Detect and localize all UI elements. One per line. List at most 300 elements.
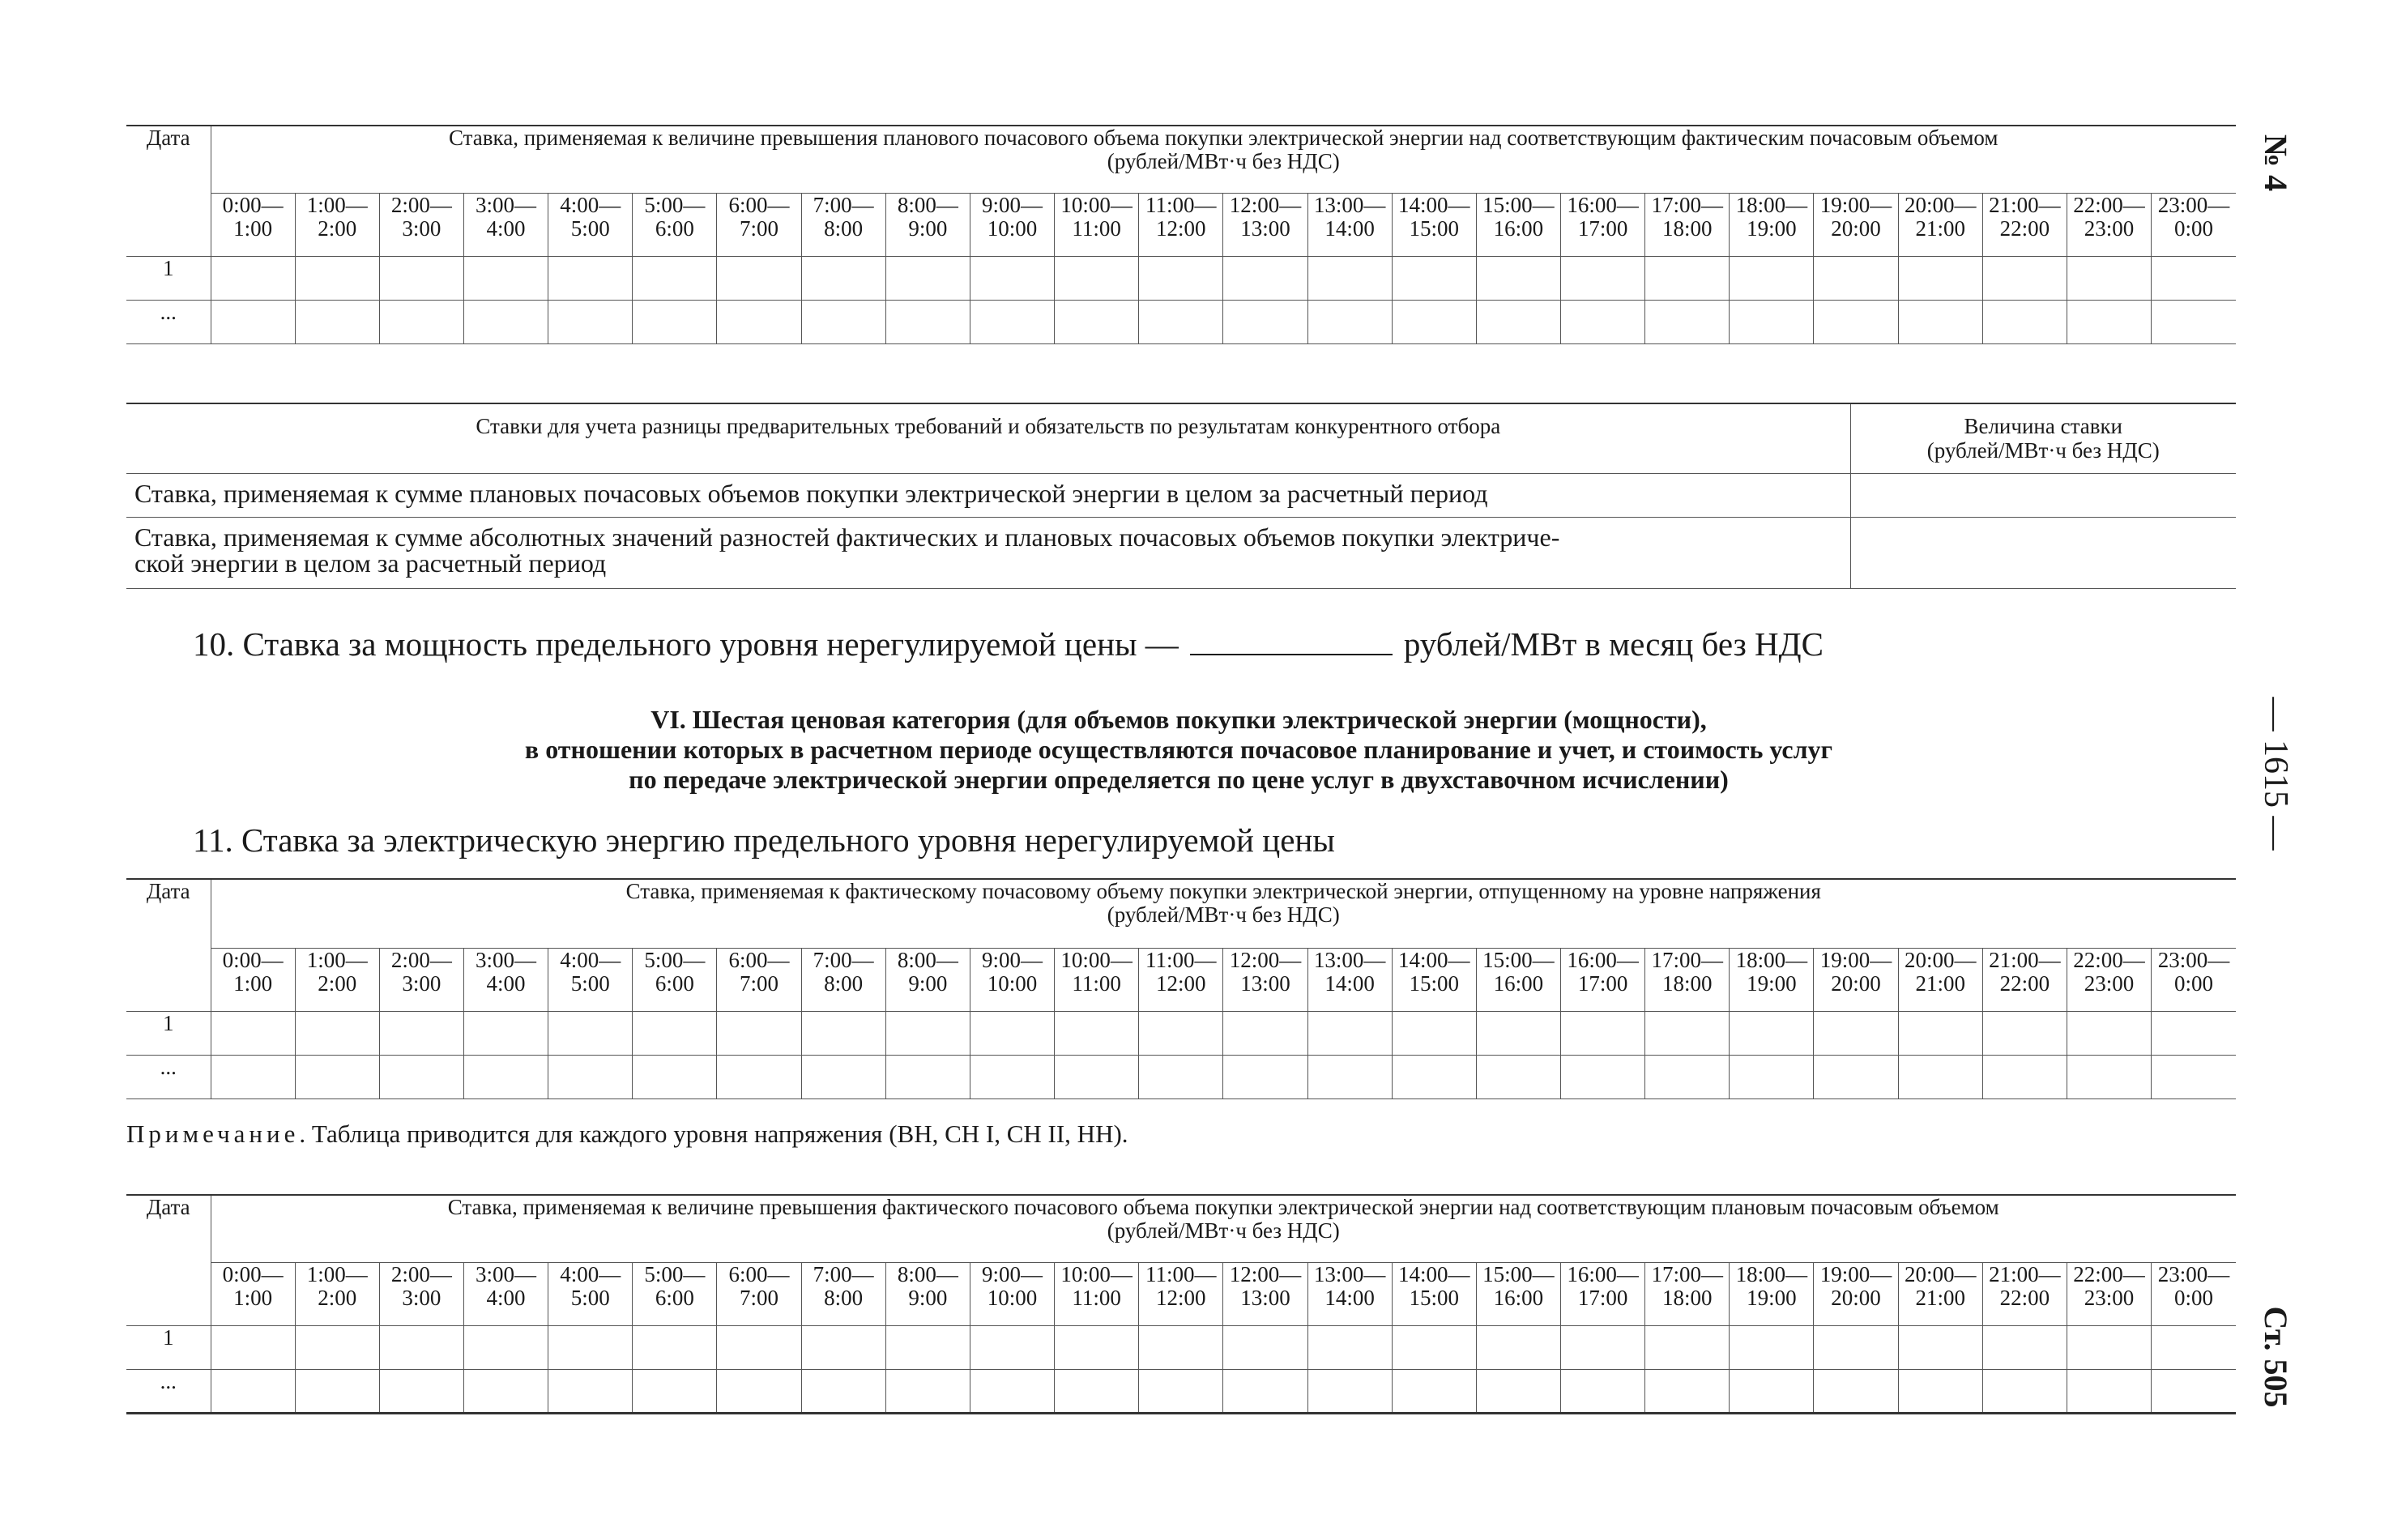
hour-start: 19:00— — [1819, 1262, 1892, 1286]
hour-header — [1561, 194, 1645, 257]
rate-cell — [1982, 1326, 2067, 1370]
rate-cell — [801, 1056, 885, 1099]
hour-end: 23:00 — [2084, 971, 2135, 996]
hour-start: 0:00— — [222, 1262, 284, 1286]
rate-cell — [1814, 1056, 1898, 1099]
hour-header — [1476, 194, 1560, 257]
hour-end: 19:00 — [1747, 1286, 1797, 1310]
rate-cell — [970, 1056, 1054, 1099]
hour-start: 21:00— — [1989, 1262, 2061, 1286]
hour-header — [1814, 949, 1898, 1012]
hour-header — [211, 1263, 295, 1326]
rate-cell — [801, 301, 885, 344]
item-10-unit: рублей/МВт в месяц без НДС — [1403, 625, 1824, 663]
rate-header — [211, 126, 2236, 194]
hour-header — [717, 194, 801, 257]
rate-cell — [1645, 1370, 1730, 1414]
hour-start: 3:00— — [476, 948, 537, 972]
rate-cell — [801, 257, 885, 301]
rate-cell — [211, 257, 295, 301]
hour-end: 18:00 — [1661, 1286, 1713, 1310]
hour-end: 15:00 — [1409, 216, 1460, 241]
table-row — [126, 257, 2236, 301]
rate-cell — [2152, 257, 2236, 301]
hour-header — [548, 1263, 633, 1326]
rate-cell — [885, 301, 970, 344]
rate-cell — [970, 301, 1054, 344]
hour-header — [801, 1263, 885, 1326]
hour-end: 17:00 — [1577, 1286, 1628, 1310]
table-row — [126, 1370, 2236, 1414]
hour-header — [211, 949, 295, 1012]
hour-start: 6:00— — [728, 1262, 790, 1286]
rate-cell — [1730, 301, 1814, 344]
hour-start: 11:00— — [1145, 1262, 1217, 1286]
hour-start: 20:00— — [1904, 1262, 1977, 1286]
hour-header — [2152, 949, 2236, 1012]
rate-cell — [1898, 1326, 1982, 1370]
hour-start: 22:00— — [2073, 193, 2145, 217]
hour-start: 22:00— — [2073, 1262, 2145, 1286]
hour-header — [2152, 194, 2236, 257]
hour-header — [1814, 194, 1898, 257]
rate-cell — [1645, 301, 1730, 344]
hour-header — [2067, 949, 2151, 1012]
rate-cell — [1730, 1370, 1814, 1414]
article-number: Ст. 505 — [2258, 1306, 2294, 1408]
hour-header — [1223, 1263, 1307, 1326]
rate-cell — [970, 1326, 1054, 1370]
hour-end: 7:00 — [740, 1286, 779, 1310]
hour-start: 2:00— — [390, 948, 452, 972]
hour-start: 11:00— — [1145, 948, 1217, 972]
hour-start: 21:00— — [1989, 948, 2061, 972]
competitive-rates-table — [126, 403, 2236, 589]
hour-start: 12:00— — [1229, 1262, 1302, 1286]
rate-header-line2: (рублей/МВт·ч без НДС) — [1107, 149, 1340, 173]
hour-end: 1:00 — [233, 1286, 273, 1310]
hour-end: 21:00 — [1915, 216, 1965, 241]
rate-cell — [1139, 1056, 1223, 1099]
hour-start: 20:00— — [1904, 193, 1977, 217]
hour-start: 5:00— — [644, 193, 706, 217]
rate-cell — [2067, 257, 2151, 301]
hour-start: 5:00— — [644, 948, 706, 972]
hour-header — [2067, 194, 2151, 257]
rate-cell — [548, 301, 633, 344]
rate-row-absolute — [126, 517, 1850, 588]
hour-start: 18:00— — [1735, 1262, 1808, 1286]
hour-end: 11:00 — [1072, 216, 1121, 241]
hour-header — [1307, 1263, 1392, 1326]
hour-header — [1392, 949, 1476, 1012]
row-number: 1 — [126, 257, 211, 301]
hour-header — [295, 194, 379, 257]
hour-header — [717, 949, 801, 1012]
hour-header — [1645, 194, 1730, 257]
hour-end: 19:00 — [1747, 971, 1797, 996]
rate-cell — [295, 1326, 379, 1370]
rate-cell — [1898, 1012, 1982, 1056]
hour-end: 9:00 — [908, 971, 948, 996]
rate-cell — [1476, 301, 1560, 344]
hour-end: 5:00 — [570, 216, 610, 241]
rate-cell — [801, 1012, 885, 1056]
section-6-line2: в отношении которых в расчетном периоде осуществляются почасовое планирование и учет, и стоимость услуг — [524, 735, 1833, 764]
rates-header: Ставки для учета разницы предварительных требований и обязательств по результатам конкурентного отбора — [126, 403, 1850, 473]
hour-end: 20:00 — [1831, 216, 1881, 241]
hour-header — [379, 949, 463, 1012]
rate-cell — [970, 1012, 1054, 1056]
hour-header — [1307, 949, 1392, 1012]
rate-cell — [1982, 1056, 2067, 1099]
hour-header — [970, 949, 1054, 1012]
hour-end: 16:00 — [1493, 1286, 1544, 1310]
hour-start: 12:00— — [1229, 948, 1302, 972]
hour-end: 10:00 — [987, 216, 1038, 241]
hour-end: 9:00 — [908, 216, 948, 241]
hour-end: 10:00 — [987, 971, 1038, 996]
rate-cell — [717, 301, 801, 344]
rate-cell — [211, 1370, 295, 1414]
hour-start: 21:00— — [1989, 193, 2061, 217]
rate-value-header-line2: (рублей/МВт·ч без НДС) — [1926, 438, 2160, 463]
note-label: Примечание — [126, 1120, 300, 1148]
hour-header — [2152, 1263, 2236, 1326]
hour-end: 1:00 — [233, 971, 273, 996]
rate-cell — [1307, 301, 1392, 344]
rate-cell — [548, 1056, 633, 1099]
hour-start: 17:00— — [1651, 1262, 1723, 1286]
rate-cell — [1982, 257, 2067, 301]
hour-header — [1561, 1263, 1645, 1326]
hour-end: 5:00 — [570, 1286, 610, 1310]
hour-header — [1645, 949, 1730, 1012]
rate-cell — [1814, 257, 1898, 301]
rate-cell — [1645, 1012, 1730, 1056]
hour-end: 3:00 — [402, 1286, 441, 1310]
hour-header — [295, 949, 379, 1012]
rate-header-line1: Ставка, применяемая к фактическому почасовому объему покупки электрической энергии, отпущенному на уровне напряжения — [625, 879, 1821, 903]
rate-header-line2: (рублей/МВт·ч без НДС) — [1107, 1218, 1340, 1243]
hour-header — [1982, 1263, 2067, 1326]
hour-start: 14:00— — [1398, 948, 1470, 972]
rate-cell — [2152, 1056, 2236, 1099]
hours-row — [126, 949, 2236, 1012]
rate-cell — [2067, 301, 2151, 344]
hour-end: 13:00 — [1240, 971, 1290, 996]
rate-header-line1: Ставка, применяемая к величине превышения фактического почасового объема покупки электрической энергии над соответствующим плановым почасовым объемом — [447, 1195, 1999, 1219]
rate-cell — [295, 1370, 379, 1414]
date-header: Дата — [126, 879, 211, 1012]
hour-start: 11:00— — [1145, 193, 1217, 217]
rate-cell — [463, 301, 548, 344]
hour-header — [1139, 1263, 1223, 1326]
hour-start: 15:00— — [1482, 948, 1555, 972]
rate-cell — [717, 1056, 801, 1099]
hour-start: 0:00— — [222, 948, 284, 972]
rate-value-cell — [1850, 517, 2236, 588]
hour-start: 3:00— — [476, 193, 537, 217]
hour-end: 22:00 — [1999, 216, 2050, 241]
row-number: ... — [126, 301, 211, 344]
hour-start: 6:00— — [728, 193, 790, 217]
hour-header — [1392, 194, 1476, 257]
rate-cell — [1982, 301, 2067, 344]
hour-start: 6:00— — [728, 948, 790, 972]
hour-start: 8:00— — [897, 193, 958, 217]
hour-start: 2:00— — [390, 193, 452, 217]
rate-header-line1: Ставка, применяемая к величине превышения планового почасового объема покупки электрической энергии над соответствующим фактическим почасовым объемом — [448, 126, 1998, 150]
hour-start: 15:00— — [1482, 1262, 1555, 1286]
rate-cell — [1307, 1056, 1392, 1099]
hour-end: 1:00 — [233, 216, 273, 241]
hour-header — [1645, 1263, 1730, 1326]
hour-start: 16:00— — [1567, 948, 1639, 972]
hour-header — [633, 949, 717, 1012]
hour-end: 7:00 — [740, 971, 779, 996]
hourly-rate-table-1 — [126, 125, 2236, 344]
hour-start: 17:00— — [1651, 193, 1723, 217]
rate-cell — [717, 1326, 801, 1370]
hour-start: 9:00— — [981, 1262, 1043, 1286]
hour-header — [801, 949, 885, 1012]
hour-header — [801, 194, 885, 257]
hour-end: 8:00 — [824, 1286, 864, 1310]
rate-cell — [2067, 1370, 2151, 1414]
page-number: — 1615 — — [2257, 697, 2294, 851]
hourly-rate-table-4 — [126, 1194, 2236, 1414]
rate-cell — [211, 1056, 295, 1099]
hour-end: 6:00 — [655, 971, 694, 996]
hour-header — [1898, 194, 1982, 257]
rate-cell — [211, 1326, 295, 1370]
hours-row — [126, 194, 2236, 257]
hour-end: 2:00 — [318, 971, 357, 996]
hour-start: 8:00— — [897, 948, 958, 972]
rate-cell — [885, 257, 970, 301]
hour-end: 13:00 — [1240, 216, 1290, 241]
rate-cell — [379, 301, 463, 344]
hour-header — [633, 194, 717, 257]
hour-end: 21:00 — [1915, 971, 1965, 996]
rate-cell — [463, 257, 548, 301]
hour-header — [885, 1263, 970, 1326]
rate-cell — [1561, 257, 1645, 301]
hour-end: 20:00 — [1831, 971, 1881, 996]
hour-end: 2:00 — [318, 216, 357, 241]
hour-header — [463, 949, 548, 1012]
rate-row-absolute-line2: ской энергии в целом за расчетный период — [134, 548, 607, 578]
hour-header — [970, 1263, 1054, 1326]
rate-header-line2: (рублей/МВт·ч без НДС) — [1107, 902, 1340, 927]
rate-cell — [1055, 1370, 1139, 1414]
hour-header — [1223, 194, 1307, 257]
rate-cell — [1223, 1012, 1307, 1056]
row-number: ... — [126, 1370, 211, 1414]
hour-header — [1561, 949, 1645, 1012]
hour-header — [2067, 1263, 2151, 1326]
hour-end: 14:00 — [1324, 1286, 1375, 1310]
date-header: Дата — [126, 126, 211, 257]
hour-header — [1814, 1263, 1898, 1326]
hour-end: 2:00 — [318, 1286, 357, 1310]
hour-header — [1898, 949, 1982, 1012]
rate-cell — [2152, 1370, 2236, 1414]
rate-cell — [1223, 1326, 1307, 1370]
hour-end: 6:00 — [655, 216, 694, 241]
hour-start: 13:00— — [1313, 193, 1386, 217]
hour-header — [885, 949, 970, 1012]
rate-cell — [633, 301, 717, 344]
hour-start: 0:00— — [222, 193, 284, 217]
rate-cell — [717, 257, 801, 301]
hour-end: 23:00 — [2084, 216, 2135, 241]
hour-end: 0:00 — [2174, 1286, 2214, 1310]
hour-start: 4:00— — [560, 193, 621, 217]
rate-row-planned: Ставка, применяемая к сумме плановых почасовых объемов покупки электрической энергии в целом за расчетный период — [126, 473, 1850, 517]
rate-cell — [1392, 1370, 1476, 1414]
hour-end: 13:00 — [1240, 1286, 1290, 1310]
hour-header — [1982, 194, 2067, 257]
rate-cell — [1982, 1012, 2067, 1056]
hour-end: 22:00 — [1999, 1286, 2050, 1310]
rate-cell — [1898, 301, 1982, 344]
rate-value-header — [1850, 403, 2236, 473]
rate-cell — [1307, 1012, 1392, 1056]
table-row — [126, 301, 2236, 344]
rate-cell — [1814, 301, 1898, 344]
hour-start: 1:00— — [306, 948, 368, 972]
rate-cell — [1730, 1056, 1814, 1099]
hour-start: 10:00— — [1060, 193, 1133, 217]
hour-start: 23:00— — [2157, 948, 2230, 972]
hour-header — [1730, 1263, 1814, 1326]
hour-end: 6:00 — [655, 1286, 694, 1310]
hour-end: 7:00 — [740, 216, 779, 241]
hour-start: 9:00— — [981, 948, 1043, 972]
fill-blank — [1190, 626, 1393, 655]
rate-cell — [633, 1012, 717, 1056]
rate-cell — [1392, 301, 1476, 344]
rate-cell — [1561, 1370, 1645, 1414]
hour-start: 16:00— — [1567, 1262, 1639, 1286]
hour-start: 3:00— — [476, 1262, 537, 1286]
rate-cell — [379, 1370, 463, 1414]
hour-start: 13:00— — [1313, 1262, 1386, 1286]
hour-header — [1055, 949, 1139, 1012]
hour-start: 10:00— — [1060, 1262, 1133, 1286]
rate-cell — [1307, 1370, 1392, 1414]
rate-cell — [379, 257, 463, 301]
rate-cell — [717, 1012, 801, 1056]
hour-header — [295, 1263, 379, 1326]
hour-end: 4:00 — [486, 216, 526, 241]
hour-start: 23:00— — [2157, 1262, 2230, 1286]
hour-end: 14:00 — [1324, 971, 1375, 996]
hour-start: 23:00— — [2157, 193, 2230, 217]
hour-header — [717, 1263, 801, 1326]
hour-start: 7:00— — [813, 948, 874, 972]
rate-cell — [1561, 301, 1645, 344]
rate-cell — [2152, 1326, 2236, 1370]
hour-end: 23:00 — [2084, 1286, 2135, 1310]
hour-end: 22:00 — [1999, 971, 2050, 996]
hour-end: 16:00 — [1493, 216, 1544, 241]
rate-cell — [2067, 1326, 2151, 1370]
hour-end: 3:00 — [402, 216, 441, 241]
rate-cell — [1476, 1056, 1560, 1099]
hour-header — [1982, 949, 2067, 1012]
rate-cell — [1730, 1326, 1814, 1370]
rate-cell — [1645, 1326, 1730, 1370]
hour-end: 3:00 — [402, 971, 441, 996]
hour-start: 1:00— — [306, 193, 368, 217]
rate-cell — [1814, 1370, 1898, 1414]
rate-cell — [548, 257, 633, 301]
hour-header — [1392, 1263, 1476, 1326]
rate-cell — [1055, 257, 1139, 301]
hour-end: 15:00 — [1409, 971, 1460, 996]
hour-start: 7:00— — [813, 193, 874, 217]
hour-start: 16:00— — [1567, 193, 1639, 217]
hour-header — [1730, 949, 1814, 1012]
hour-end: 0:00 — [2174, 216, 2214, 241]
rate-cell — [1730, 1012, 1814, 1056]
rate-cell — [1561, 1012, 1645, 1056]
hour-end: 11:00 — [1072, 971, 1121, 996]
hour-header — [1476, 1263, 1560, 1326]
rate-cell — [463, 1370, 548, 1414]
rate-cell — [801, 1326, 885, 1370]
row-number: 1 — [126, 1012, 211, 1056]
hour-end: 4:00 — [486, 971, 526, 996]
table-row — [126, 1012, 2236, 1056]
hour-header — [548, 949, 633, 1012]
item-10-text: 10. Ставка за мощность предельного уровня нерегулируемой цены — — [193, 625, 1179, 663]
hour-end: 18:00 — [1661, 216, 1713, 241]
hour-header — [1730, 194, 1814, 257]
row-number: ... — [126, 1056, 211, 1099]
hour-start: 18:00— — [1735, 193, 1808, 217]
rate-cell — [1307, 257, 1392, 301]
rate-cell — [1223, 301, 1307, 344]
hour-start: 17:00— — [1651, 948, 1723, 972]
hour-start: 2:00— — [390, 1262, 452, 1286]
hour-end: 8:00 — [824, 216, 864, 241]
rate-cell — [379, 1012, 463, 1056]
hour-end: 21:00 — [1915, 1286, 1965, 1310]
hour-start: 10:00— — [1060, 948, 1133, 972]
rate-cell — [885, 1012, 970, 1056]
hour-header — [1055, 194, 1139, 257]
hour-start: 22:00— — [2073, 948, 2145, 972]
hour-start: 7:00— — [813, 1262, 874, 1286]
rate-cell — [295, 1012, 379, 1056]
rate-cell — [463, 1012, 548, 1056]
rate-cell — [1730, 257, 1814, 301]
rate-cell — [2067, 1012, 2151, 1056]
hour-end: 17:00 — [1577, 971, 1628, 996]
hour-end: 0:00 — [2174, 971, 2214, 996]
rate-cell — [295, 1056, 379, 1099]
rate-cell — [463, 1326, 548, 1370]
hour-start: 15:00— — [1482, 193, 1555, 217]
rate-cell — [1645, 1056, 1730, 1099]
table-row — [126, 1326, 2236, 1370]
hour-start: 12:00— — [1229, 193, 1302, 217]
hour-end: 12:00 — [1156, 216, 1206, 241]
